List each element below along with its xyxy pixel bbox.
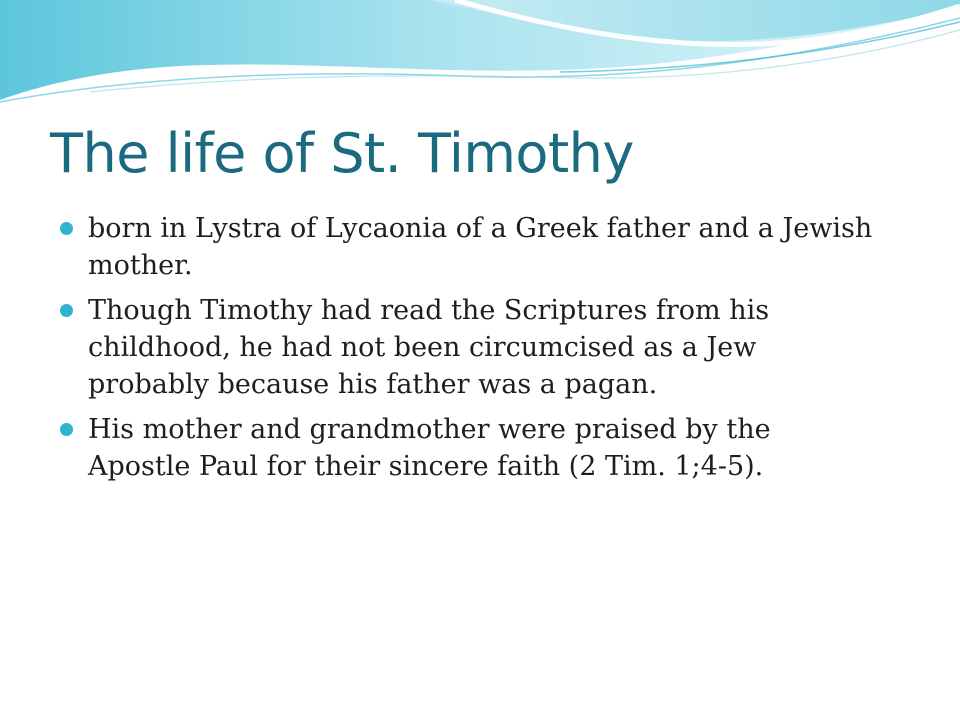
bullet-dot-icon	[60, 304, 73, 317]
bullet-dot-icon	[60, 423, 73, 436]
bullet-text: His mother and grandmother were praised by the Apostle Paul for their sincere faith (2 Tim. 1;4-5).	[88, 414, 771, 482]
bullet-item	[60, 411, 880, 485]
bullet-item	[60, 292, 880, 403]
bullet-text: born in Lystra of Lycaonia of a Greek father and a Jewish mother.	[88, 213, 873, 281]
bullet-item	[60, 210, 880, 284]
bullet-list	[60, 210, 880, 493]
bullet-text: Though Timothy had read the Scriptures from his childhood, he had not been circumcised as a Jew probably because his father was a pagan.	[88, 295, 770, 400]
header-wave-decoration	[0, 0, 960, 120]
slide-title: The life of St. Timothy	[50, 122, 634, 185]
bullet-dot-icon	[60, 222, 73, 235]
